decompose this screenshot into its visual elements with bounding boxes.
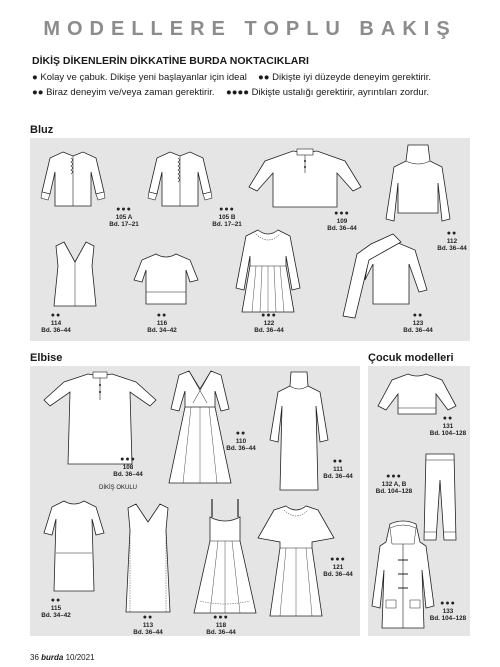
legend-item-1 (32, 72, 247, 83)
model-number: 113 (142, 621, 154, 629)
model-sizes: Bd. 36–44 (254, 327, 284, 335)
model-115-label (36, 597, 76, 620)
model-118-label (201, 614, 241, 637)
model-108-illustration (40, 370, 160, 470)
difficulty-dots: ●● (442, 415, 454, 422)
model-110-illustration (165, 367, 235, 487)
model-105a-label (104, 206, 144, 229)
model-114-label (36, 312, 76, 335)
legend-item-3 (32, 87, 215, 98)
model-sizes: Bd. 34–42 (41, 612, 71, 620)
model-105b-label (207, 206, 247, 229)
model-number: 122 (263, 319, 275, 327)
page-footer (30, 653, 95, 662)
model-109-illustration (245, 147, 365, 212)
model-sizes: Bd. 36–44 (403, 327, 433, 335)
model-112-label (432, 230, 472, 253)
difficulty-dots: ●●● (213, 614, 229, 621)
section-title-elbise: Elbise (30, 352, 63, 364)
legend-text: Dikişte iyi düzeyde deneyim gerektirir. (272, 72, 432, 83)
model-131-label (426, 415, 470, 438)
section-title-bluz: Bluz (30, 124, 54, 136)
difficulty-dots: ●● (32, 87, 44, 98)
model-113-illustration (120, 500, 176, 618)
difficulty-dots: ●● (446, 230, 458, 237)
model-number: 112 (446, 237, 458, 245)
model-105a-illustration (38, 148, 108, 210)
difficulty-dots: ●● (142, 614, 154, 621)
difficulty-dots: ●● (50, 312, 62, 319)
model-123-illustration (335, 230, 435, 320)
model-sizes: Bd. 36–44 (323, 571, 353, 579)
legend-item-4 (226, 87, 429, 98)
model-sizes: Bd. 36–44 (437, 245, 467, 253)
model-115-illustration (38, 497, 110, 597)
legend-item-2 (258, 72, 431, 83)
model-number: 111 (333, 465, 343, 473)
model-121-label (318, 556, 358, 579)
model-108-label (108, 456, 148, 479)
model-110-label (221, 430, 261, 453)
model-number: 131 (442, 422, 454, 430)
model-133-label (426, 600, 470, 623)
model-122-label (249, 312, 289, 335)
difficulty-dots: ●●● (440, 600, 456, 607)
legend-text: Biraz deneyim ve/veya zaman gerektirir. (46, 87, 215, 98)
model-111-label (318, 458, 358, 481)
page-number: 36 (30, 653, 39, 662)
model-sizes: Bd. 34–42 (147, 327, 177, 335)
difficulty-dots: ●●● (120, 456, 136, 463)
difficulty-dots: ●● (332, 458, 344, 465)
model-number: 110 (235, 437, 247, 445)
model-sizes: Bd. 36–44 (206, 629, 236, 637)
model-number: 105 B (218, 213, 236, 221)
difficulty-dots: ●●● (330, 556, 346, 563)
model-122-illustration (232, 226, 304, 316)
model-118-illustration (190, 497, 260, 617)
model-116-illustration (130, 250, 202, 308)
model-number: 105 A (115, 213, 133, 221)
model-sizes: Bd. 36–44 (133, 629, 163, 637)
difficulty-dots: ●● (156, 312, 168, 319)
difficulty-dots: ●●●● (226, 87, 249, 98)
model-number: 115 (50, 604, 62, 612)
model-number: 133 (442, 607, 454, 615)
difficulty-dots: ●● (258, 72, 270, 83)
model-sizes: Bd. 17–21 (109, 221, 139, 229)
model-113-label (128, 614, 168, 637)
legend-text: Dikişte ustalığı gerektirir, ayrıntıları zordur. (251, 87, 429, 98)
difficulty-dots: ●● (50, 597, 62, 604)
model-132-label (372, 473, 416, 496)
issue-number: 10/2021 (65, 653, 95, 662)
difficulty-dots: ●● (235, 430, 247, 437)
difficulty-dots: ●●● (116, 206, 132, 213)
model-sizes: Bd. 36–44 (41, 327, 71, 335)
section-title-cocuk: Çocuk modelleri (368, 352, 454, 364)
model-number: 118 (215, 621, 227, 629)
model-sizes: Bd. 36–44 (327, 225, 357, 233)
model-105b-illustration (145, 148, 215, 210)
model-131-illustration (372, 370, 462, 418)
model-123-label (398, 312, 438, 335)
model-number: 114 (50, 319, 62, 327)
page-title: MODELLERE TOPLU BAKIŞ (43, 18, 457, 40)
model-sizes: Bd. 104–128 (429, 615, 467, 623)
model-number: 108 (122, 463, 134, 471)
difficulty-dots: ●● (412, 312, 424, 319)
dikis-okulu-label: DİKİŞ OKULU (98, 485, 137, 491)
model-114-illustration (50, 238, 100, 310)
model-sizes: Bd. 17–21 (212, 221, 242, 229)
model-109-label (322, 210, 362, 233)
legend-text: Kolay ve çabuk. Dikişe yeni başlayanlar için ideal (40, 72, 247, 83)
legend-heading: DİKİŞ DİKENLERİN DİKKATİNE BURDA NOKTACIKLARI (32, 55, 309, 67)
model-112-illustration (378, 143, 458, 231)
model-number: 109 (336, 217, 348, 225)
model-sizes: Bd. 104–128 (429, 430, 467, 438)
model-sizes: Bd. 36–44 (113, 471, 143, 479)
model-number: 116 (156, 319, 168, 327)
difficulty-dots: ● (32, 72, 38, 83)
difficulty-dots: ●●● (219, 206, 235, 213)
difficulty-dots: ●●● (261, 312, 277, 319)
model-sizes: Bd. 104–128 (375, 488, 413, 496)
difficulty-dots: ●●● (334, 210, 350, 217)
model-sizes: Bd. 36–44 (323, 473, 353, 481)
model-number: 123 (412, 319, 424, 327)
model-number: 132 A, B (381, 480, 407, 488)
model-sizes: Bd. 36–44 (226, 445, 256, 453)
model-116-label (142, 312, 182, 335)
model-number: 121 (332, 563, 344, 571)
difficulty-dots: ●●● (386, 473, 402, 480)
brand-name: burda (41, 653, 64, 662)
